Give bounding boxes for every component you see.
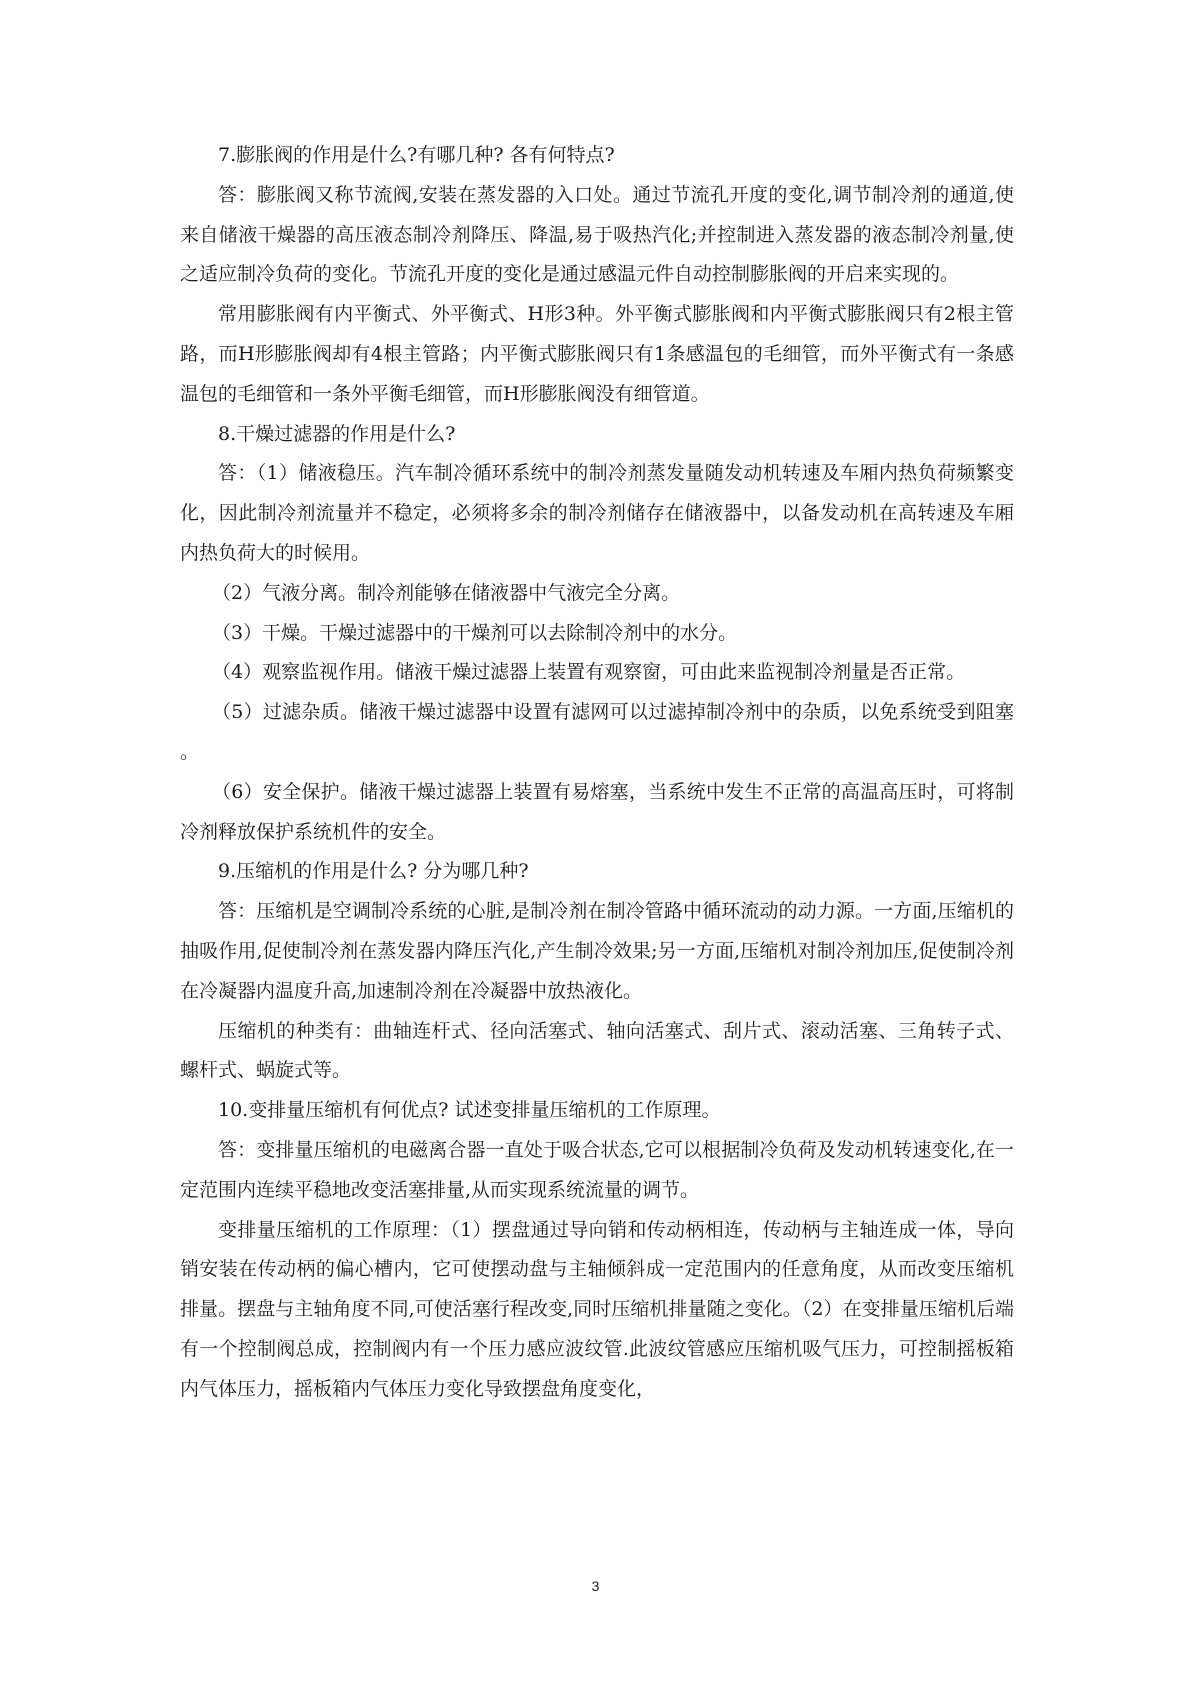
answer-8-item-3: （3）干燥。干燥过滤器中的干燥剂可以去除制冷剂中的水分。: [212, 621, 738, 644]
answer-8-item-4: （4）观察监视作用。储液干燥过滤器上装置有观察窗，可由此来监视制冷剂量是否正常。: [212, 661, 966, 684]
answer-8-item-6: （6）安全保护。储液干燥过滤器上装置有易熔塞，当系统中发生不正常的高温高压时，可将制冷剂释放保护系统机件的安全。: [180, 780, 1014, 843]
answer-8-item-1: 答：（1）储液稳压。汽车制冷循环系统中的制冷剂蒸发量随发动机转速及车厢内热负荷频繁变化，因此制冷剂流量并不稳定，必须将多余的制冷剂储存在储液器中，以备发动机在高转速及车厢内热负荷大的时候用。: [180, 462, 1014, 564]
document-body: [180, 136, 1014, 1410]
answer-9-paragraph-2: 压缩机的种类有：曲轴连杆式、径向活塞式、轴向活塞式、刮片式、滚动活塞、三角转子式、螺杆式、蜗旋式等。: [180, 1019, 1014, 1082]
answer-8-item-2: （2）气液分离。制冷剂能够在储液器中气液完全分离。: [212, 581, 681, 604]
question-7-heading: 7.膨胀阀的作用是什么?有哪几种? 各有何特点?: [218, 144, 615, 166]
question-8-heading: 8.干燥过滤器的作用是什么?: [218, 422, 456, 445]
question-10-heading: 10.变排量压缩机有何优点? 试述变排量压缩机的工作原理。: [218, 1099, 721, 1122]
question-9-heading: 9.压缩机的作用是什么? 分为哪几种?: [218, 860, 529, 883]
answer-7-paragraph-1: 答：膨胀阀又称节流阀,安装在蒸发器的入口处。通过节流孔开度的变化,调节制冷剂的通道,使来自储液干燥器的高压液态制冷剂降压、降温,易于吸热汽化;并控制进入蒸发器的液态制冷剂量,使之适应制冷负荷的变化。节流孔开度的变化是通过感温元件自动控制膨胀阀的开启来实现的。: [180, 183, 1014, 286]
answer-10-paragraph-1: 答：变排量压缩机的电磁离合器一直处于吸合状态,它可以根据制冷负荷及发动机转速变化,在一定范围内连续平稳地改变活塞排量,从而实现系统流量的调节。: [180, 1138, 1014, 1201]
answer-10-paragraph-2: 变排量压缩机的工作原理：（1）摆盘通过导向销和传动柄相连，传动柄与主轴连成一体，导向销安装在传动柄的偏心槽内，它可使摆动盘与主轴倾斜成一定范围内的任意角度，从而改变压缩机排量。摆盘与主轴角度不同,可使活塞行程改变,同时压缩机排量随之变化。（2）在变排量压缩机后端有一个控制阀总成，控制阀内有一个压力感应波纹管.此波纹管感应压缩机吸气压力，可控制摇板箱内气体压力，摇板箱内气体压力变化导致摆盘角度变化，: [180, 1218, 1014, 1400]
page-number: 3: [591, 1578, 600, 1594]
answer-9-paragraph-1: 答：压缩机是空调制冷系统的心脏,是制冷剂在制冷管路中循环流动的动力源。一方面,压缩机的抽吸作用,促使制冷剂在蒸发器内降压汽化,产生制冷效果;另一方面,压缩机对制冷剂加压,促使制冷剂在冷凝器内温度升高,加速制冷剂在冷凝器中放热液化。: [180, 900, 1014, 1002]
answer-7-paragraph-2: 常用膨胀阀有内平衡式、外平衡式、H形3种。外平衡式膨胀阀和内平衡式膨胀阀只有2根主管路，而H形膨胀阀却有4根主管路；内平衡式膨胀阀只有1条感温包的毛细管，而外平衡式有一条感温包的毛细管和一条外平衡毛细管，而H形膨胀阀没有细管道。: [180, 303, 1014, 405]
answer-8-item-5: （5）过滤杂质。储液干燥过滤器中设置有滤网可以过滤掉制冷剂中的杂质，以免系统受到阻塞。: [180, 701, 1014, 763]
